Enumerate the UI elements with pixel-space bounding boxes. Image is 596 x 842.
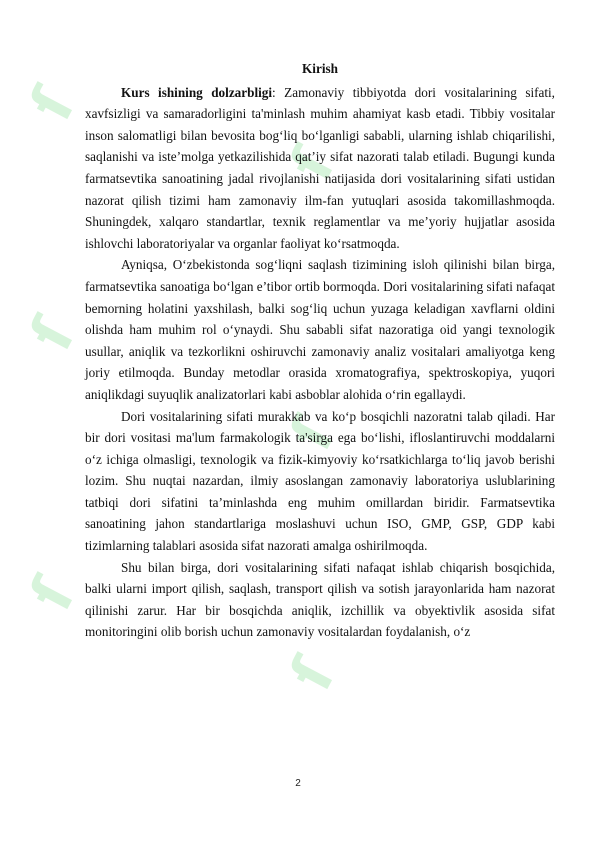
paragraph-2: Ayniqsa, O‘zbekistonda sog‘liqni saqlash tizimining isloh qilinishi bilan birga, farmatsevtika sanoatiga bo‘lgan e’tibor ortib bormoqda. Dori vositalarining sifati nafaqat bemorning holatini yaxshilash, balki sog‘liq uchun yuzaga keladigan xavflarni oldini olishda ham muhim rol o‘ynaydi. Shu sababli sifat nazoratiga oid yangi texnologik usullar, aniqlik va tezkorlikni oshiruvchi zamonaviy analiz vositalari amaliyotga keng joriy etilmoqda. Bunday metodlar orasida xromatografiya, spektroskopiya, yuqori aniqlikdagi suyuqlik analizatorlari kabi asboblar alohida o‘rin egallaydi. (85, 257, 555, 402)
page-title: Kirish (302, 61, 338, 76)
paragraph-lead: Kurs ishining dolzarbligi (121, 84, 273, 100)
watermark-logo-icon: ſ (16, 306, 89, 362)
paragraph-1 (85, 82, 555, 255)
paragraph-3: Dori vositalarining sifati murakkab va ko‘p bosqichli nazoratni talab qiladi. Har bir dori vositasi ma'lum farmakologik ta'sirga ega bo‘lishi, ifloslantiruvchi moddalarni o‘z ichiga olmasligi, texnologik va fizik-kimyoviy ko‘rsatkichlarga to‘liq javob berishi lozim. Shu nuqtai nazardan, ilmiy asoslangan zamonaviy laboratoriya uslublarining tatbiqi dori sifatini ta’minlashda eng muhim omillardan biridir. Farmatsevtika sanoatining jahon standartlariga moslashuvi uchun ISO, GMP, GSP, GDP kabi tizimlarning talablari asosida sifat nazorati amalga oshirilmoqda. (85, 408, 555, 554)
watermark-logo-icon: ſ (276, 406, 349, 462)
document-body (85, 58, 555, 643)
watermark-logo-icon: ſ (276, 646, 349, 702)
watermark-logo-icon: ſ (276, 136, 349, 192)
paragraph-4: Shu bilan birga, dori vositalarining sifati nafaqat ishlab chiqarish bosqichida, balki ularni import qilish, saqlash, transport qilish va sotish jarayonlarida ham nazorat qilinishi zarur. Har bir bosqichda aniqlik, izchillik va obyektivlik asosida sifat monitoringini olib borish uchun zamonaviy vositalardan foydalanish, o‘z (85, 559, 555, 640)
page-number: 2 (295, 778, 301, 789)
paragraph-text: : Zamonaviy tibbiyotda dori vositalarining sifati, xavfsizligi va samaradorligini ta'minlash muhim ahamiyat kasb etadi. Tibbiy vositalar inson salomatligi bilan bevosita bog‘liq bo‘lganligi sababli, ularning ishlab chiqarilishi, saqlanishi va iste’molga yetkazilishida qat’iy sifat nazorati talab etiladi. Bugungi kunda farmatsevtika sanoatining jadal rivojlanishi natijasida dori vositalarining sifati ustidan nazorat qilish tizimi ham zamonaviy ilm-fan yutuqlari asosida takomillashmoqda. Shuningdek, xalqaro standartlar, texnik reglamentlar va me’yoriy hujjatlar asosida ishlovchi laboratoriyalar va organlar faoliyat ko‘rsatmoqda. (85, 84, 555, 251)
watermark-logo-icon: ſ (16, 76, 89, 132)
watermark-logo-icon: ſ (16, 566, 89, 622)
